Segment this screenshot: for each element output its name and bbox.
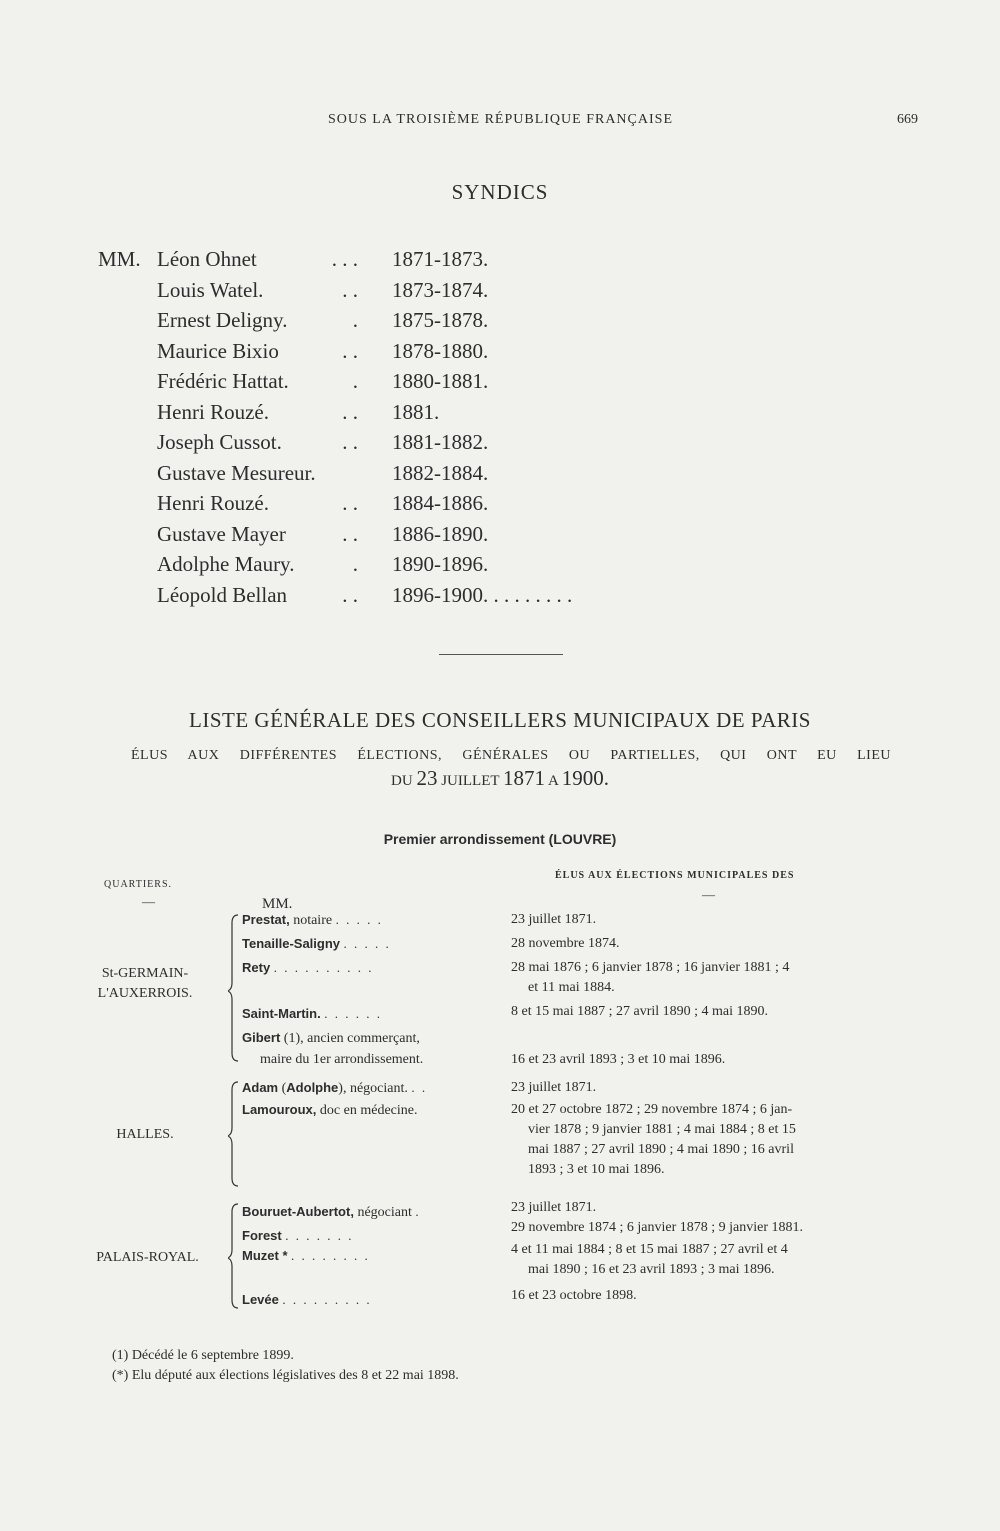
councillor-title: maire du 1er arrondissement. [260, 1052, 424, 1067]
mm-header: MM. [262, 896, 293, 912]
syndic-name: Maurice Bixio [157, 338, 279, 363]
leader-dots: . [352, 308, 358, 332]
footnote: (*) Elu député aux élections législatives des 8 et 22 mai 1898. [112, 1368, 459, 1383]
election-dates: vier 1878 ; 9 janvier 1881 ; 4 mai 1884 ; 8 et 15 [528, 1122, 796, 1137]
syndic-name: Adolphe Maury. [157, 552, 295, 576]
leader-dots: . . [342, 582, 358, 607]
liste-a: A [547, 773, 558, 789]
councillor-firstname: Adolphe [286, 1080, 339, 1095]
syndics-leaders [318, 244, 358, 610]
quartier-halles [60, 1125, 230, 1145]
syndic-name: Gustave Mesureur. [157, 460, 316, 485]
leader-dots: . [352, 369, 358, 393]
syndic-name: Ernest Deligny. [157, 308, 288, 332]
leader-dots: . . . . . . [324, 1006, 382, 1021]
syndic-name: Léopold Bellan [157, 582, 288, 607]
leader-dots: . . [411, 1080, 428, 1095]
election-dates: 1893 ; 3 et 10 mai 1896. [528, 1162, 665, 1177]
syndic-name: Frédéric Hattat. [157, 369, 289, 393]
election-dates: mai 1887 ; 27 avril 1890 ; 4 mai 1890 ; 16 avril [528, 1142, 794, 1157]
brace-st-germain [228, 913, 242, 1063]
column-header-dash: — [702, 887, 715, 902]
leader-dots: . . [342, 338, 358, 363]
syndics-years [392, 244, 572, 610]
councillor-name: Levée [242, 1292, 279, 1307]
councillor-title: notaire [289, 913, 333, 928]
liste-month: JUILLET [441, 773, 500, 789]
leader-dots: . . . . . . . . . . [273, 960, 374, 975]
liste-date-range [0, 766, 1000, 791]
syndic-years: 1875-1878. [392, 308, 489, 332]
footnote: (1) Décédé le 6 septembre 1899. [112, 1348, 294, 1363]
syndic-years: 1880-1881. [392, 369, 489, 393]
councillor-title: doc en médecine. [316, 1103, 418, 1118]
quartier-name: L'AUXERROIS. [97, 986, 193, 1001]
liste-subtitle: ÉLUS AUX DIFFÉRENTES ÉLECTIONS, GÉNÉRALES OU PARTIELLES, QUI ONT EU LIEU [131, 748, 891, 763]
syndic-years: 1896-1900. . . . . . . . . [392, 582, 573, 607]
punctuation: ( [278, 1081, 287, 1096]
councillor-name: Tenaille-Saligny [242, 936, 341, 951]
leader-dots: . [415, 1204, 421, 1219]
councillor-name: Prestat, [242, 912, 290, 927]
footnotes [112, 1346, 912, 1386]
election-dates: 23 juillet 1871. [511, 912, 597, 927]
syndic-name: Henri Rouzé. [157, 399, 269, 424]
leader-dots: . [352, 552, 358, 576]
column-header-elus: ÉLUS AUX ÉLECTIONS MUNICIPALES DES [555, 870, 795, 881]
liste-year-start: 1871 [503, 766, 545, 790]
leader-dots: . . . . . . . [285, 1228, 354, 1243]
leader-dots: . . . [331, 247, 358, 271]
leader-dots: . . . . . . . . [291, 1248, 370, 1263]
councillor-name: Adam [242, 1080, 279, 1095]
syndic-name: Louis Watel. [157, 277, 264, 302]
quartier-palais-royal [60, 1248, 235, 1268]
election-dates: 4 et 11 mai 1884 ; 8 et 15 mai 1887 ; 27 avril et 4 [511, 1242, 788, 1257]
councillor-name: Forest [242, 1228, 282, 1243]
syndic-years: 1881-1882. [392, 430, 489, 454]
councillor-name: Lamouroux, [242, 1102, 317, 1117]
election-dates: 23 juillet 1871. [511, 1200, 597, 1215]
leader-dots: . . . . . [335, 912, 383, 927]
column-header-dash: — [142, 894, 155, 909]
syndic-name: Gustave Mayer [157, 521, 286, 546]
councillor-name: Bouruet-Aubertot, [242, 1204, 354, 1219]
councillor-title: ), négociant. [338, 1081, 408, 1096]
election-dates: et 11 mai 1884. [528, 980, 615, 995]
election-dates: 8 et 15 mai 1887 ; 27 avril 1890 ; 4 mai 1890. [511, 1004, 769, 1019]
election-dates: 20 et 27 octobre 1872 ; 29 novembre 1874 ; 6 jan- [511, 1102, 793, 1117]
syndic-name: Henri Rouzé. [157, 491, 269, 515]
syndics-title: SYNDICS [451, 180, 549, 204]
column-header-quartiers: QUARTIERS. [104, 879, 173, 890]
election-dates: 28 mai 1876 ; 6 janvier 1878 ; 16 janvier 1881 ; 4 [511, 960, 790, 975]
election-dates: 23 juillet 1871. [511, 1080, 597, 1095]
councillor-title: négociant [353, 1205, 412, 1220]
leader-dots: . . [342, 491, 358, 515]
page-number: 669 [897, 112, 918, 127]
councillor-name: Rety [242, 960, 271, 975]
liste-title: LISTE GÉNÉRALE DES CONSEILLERS MUNICIPAUX DE PARIS [189, 708, 811, 732]
brace-palais-royal [228, 1202, 242, 1310]
leader-dots: . . . . . [343, 936, 391, 951]
leader-dots: . . [342, 521, 358, 546]
councillor-title: (1), ancien commerçant, [280, 1031, 420, 1046]
section-divider [439, 654, 563, 655]
election-dates: 28 novembre 1874. [511, 936, 620, 951]
running-header-title: SOUS LA TROISIÈME RÉPUBLIQUE FRANÇAISE [328, 112, 673, 127]
leader-dots: . . [342, 277, 358, 302]
syndic-name: Joseph Cussot. [157, 430, 282, 454]
syndic-name: Léon Ohnet [157, 247, 257, 271]
quartier-st-germain [60, 964, 230, 1004]
syndic-years: 1878-1880. [392, 338, 489, 363]
leader-dots: . . [342, 399, 358, 424]
syndic-years: 1890-1896. [392, 552, 489, 576]
councillor-name: Muzet * [242, 1248, 288, 1263]
syndic-years: 1873-1874. [392, 277, 489, 302]
syndics-names [157, 244, 316, 610]
liste-du: DU [391, 773, 413, 789]
quartier-name: PALAIS-ROYAL. [96, 1250, 199, 1265]
brace-halles [228, 1080, 242, 1188]
election-dates: 16 et 23 avril 1893 ; 3 et 10 mai 1896. [511, 1052, 726, 1067]
quartier-name: HALLES. [116, 1127, 174, 1142]
syndic-years: 1882-1884. [392, 460, 489, 485]
syndic-years: 1881. [392, 399, 440, 424]
quartier-name: St-GERMAIN- [101, 966, 189, 981]
councillor-name: Saint-Martin. [242, 1006, 321, 1021]
syndic-years: 1886-1890. [392, 521, 489, 546]
syndic-years: 1884-1886. [392, 491, 489, 515]
election-dates: mai 1890 ; 16 et 23 avril 1893 ; 3 mai 1896. [528, 1262, 775, 1277]
councillor-name: Gibert [242, 1030, 281, 1045]
syndics-prefix: MM. [98, 247, 141, 271]
election-dates: 29 novembre 1874 ; 6 janvier 1878 ; 9 janvier 1881. [511, 1220, 803, 1235]
leader-dots: . . . . . . . . . [282, 1292, 372, 1307]
election-dates: 16 et 23 octobre 1898. [511, 1288, 637, 1303]
leader-dots [318, 458, 358, 489]
syndic-years: 1871-1873. [392, 247, 489, 271]
arrondissement-title: Premier arrondissement (LOUVRE) [383, 831, 617, 847]
liste-day: 23 [416, 766, 438, 790]
leader-dots: . . [342, 430, 358, 454]
liste-year-end: 1900. [561, 766, 609, 790]
